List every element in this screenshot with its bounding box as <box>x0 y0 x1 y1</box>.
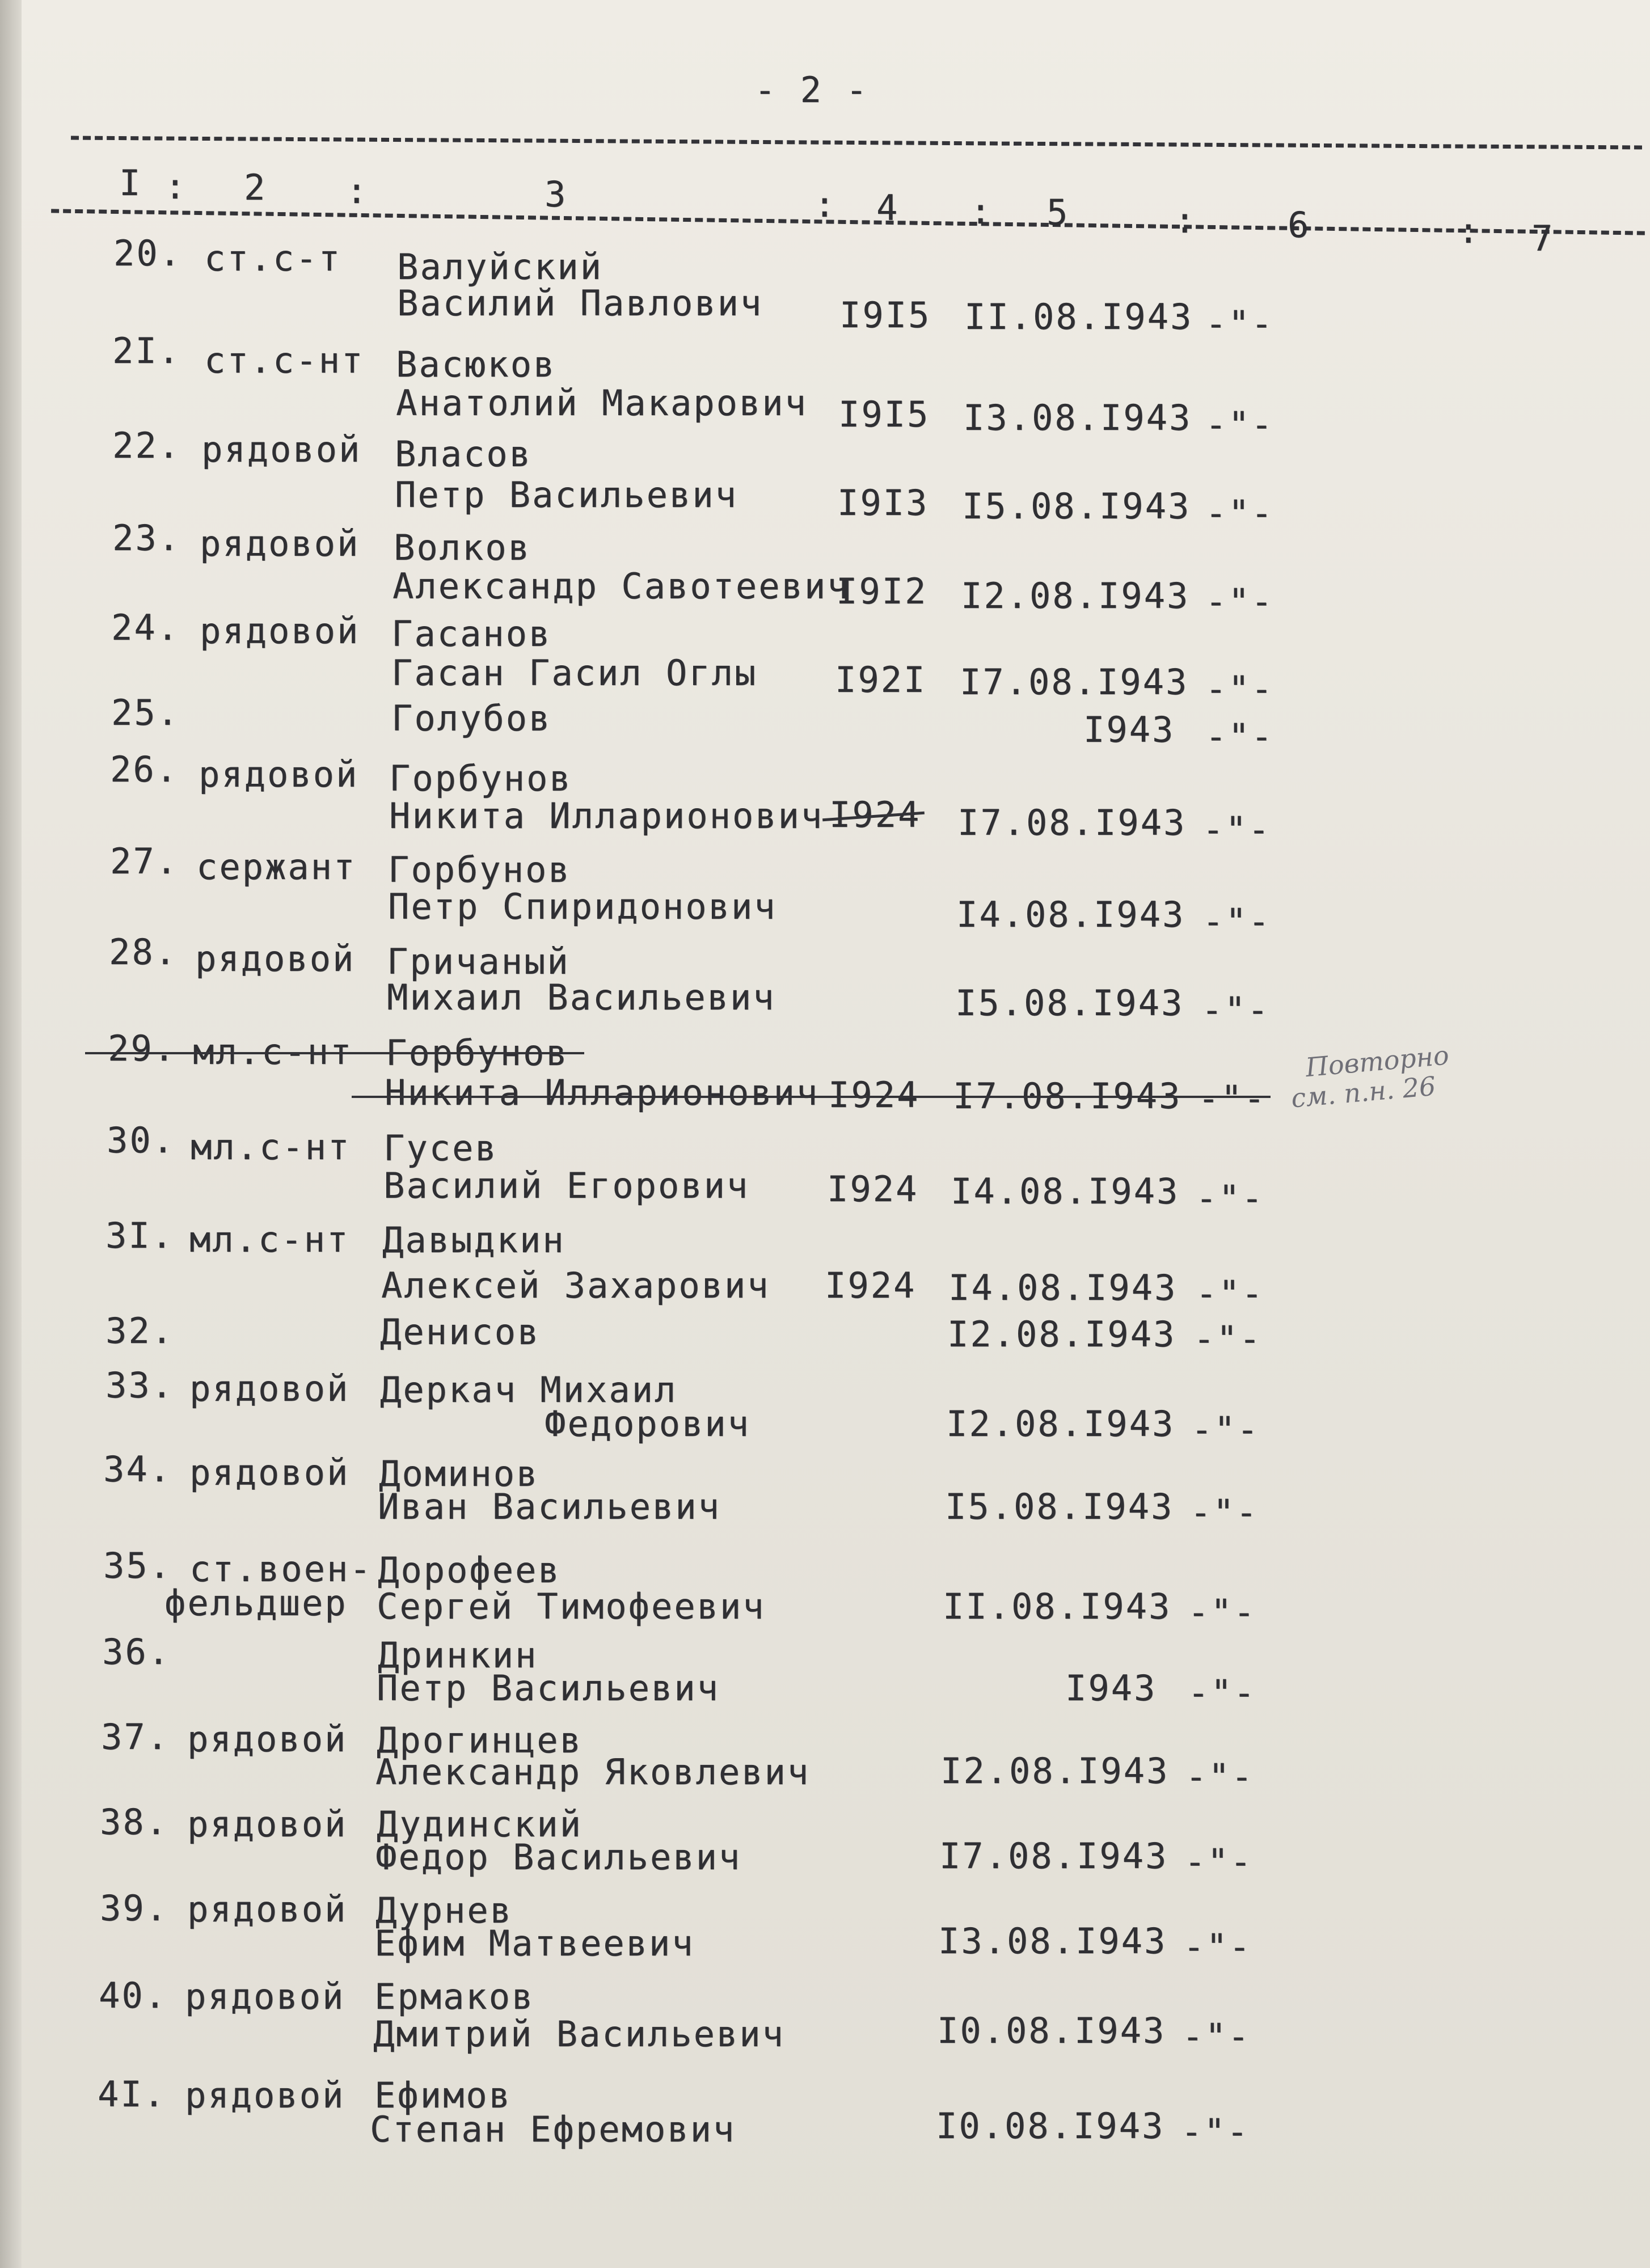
row-rank: рядовой <box>185 1976 345 2017</box>
row-rank: рядовой <box>200 610 360 652</box>
row-ditto: -"- <box>1181 2111 1250 2152</box>
row-ditto: -"- <box>1205 581 1274 622</box>
row-ditto: -"- <box>1198 1078 1267 1119</box>
column-header-4: 4 <box>876 187 900 229</box>
row-surname: Дрогинцев <box>377 1720 583 1761</box>
row-ditto: -"- <box>1185 1756 1254 1797</box>
row-rank-line2: фельдшер <box>164 1582 348 1624</box>
page-number: - 2 - <box>754 69 869 111</box>
column-header-sep: : <box>970 191 993 232</box>
column-header-1: I <box>119 162 142 204</box>
row-birth-year: I924 <box>828 1074 920 1116</box>
row-surname: Валуйский <box>397 246 603 288</box>
row-rank: рядовой <box>199 754 359 795</box>
row-birth-year: I9I2 <box>836 571 928 612</box>
row-rank: рядовой <box>195 938 356 979</box>
row-ditto: -"- <box>1205 668 1274 709</box>
row-date: I2.08.I943 <box>940 1750 1170 1792</box>
row-rank: ст.воен- <box>189 1548 373 1590</box>
row-given-names: Анатолий Макарович <box>396 382 808 424</box>
row-number: 3I. <box>106 1215 174 1256</box>
row-ditto: -"- <box>1193 1318 1262 1359</box>
row-surname: Деркач Михаил <box>380 1369 678 1410</box>
row-given-names: Федор Васильевич <box>375 1836 742 1878</box>
row-rank: мл.с-нт <box>189 1219 350 1260</box>
row-ditto: -"- <box>1201 989 1270 1030</box>
row-number: 29. <box>108 1028 176 1069</box>
row-number: 23. <box>112 517 181 559</box>
row-date: I5.08.I943 <box>962 485 1191 527</box>
row-date: I3.08.I943 <box>963 397 1192 438</box>
row-rank: сержант <box>196 846 357 888</box>
row-ditto: -"- <box>1188 1672 1256 1713</box>
column-header-sep: : <box>1174 200 1197 241</box>
row-date: II.08.I943 <box>964 296 1193 337</box>
row-rank: рядовой <box>189 1368 350 1409</box>
column-header-sep: : <box>1458 210 1481 251</box>
row-ditto: -"- <box>1202 809 1271 850</box>
row-surname: Доминов <box>379 1453 539 1494</box>
row-surname: Ефимов <box>374 2075 512 2116</box>
row-surname: Горбунов <box>389 758 572 799</box>
row-surname: Васюков <box>396 344 556 385</box>
row-ditto: -"- <box>1188 1591 1256 1633</box>
row-surname: Дудинский <box>377 1804 583 1845</box>
row-surname: Дорофеев <box>378 1549 561 1591</box>
row-number: 40. <box>99 1975 167 2016</box>
row-birth-year: I924 <box>825 1265 917 1306</box>
row-number: 38. <box>100 1801 168 1843</box>
row-date: I2.08.I943 <box>947 1314 1176 1355</box>
row-rank: рядовой <box>187 1718 348 1760</box>
row-surname: Денисов <box>380 1311 541 1353</box>
strike-through-line <box>352 1096 1271 1098</box>
row-number: 4I. <box>98 2073 166 2115</box>
row-date: I5.08.I943 <box>955 982 1184 1024</box>
row-given-names: Никита Илларионович <box>385 1072 820 1113</box>
row-rank: мл.с-нт <box>193 1031 353 1072</box>
row-date: I4.08.I943 <box>956 894 1185 935</box>
header-rule-top <box>71 136 1642 150</box>
row-rank: рядовой <box>185 2075 345 2116</box>
row-surname: Гусев <box>383 1127 498 1169</box>
row-ditto: -"- <box>1196 1273 1264 1314</box>
row-given-names: Алексей Захарович <box>381 1265 770 1306</box>
row-given-names: Александр Савотеевич <box>393 565 850 607</box>
row-number: 27. <box>110 841 179 882</box>
row-rank: рядовой <box>189 1452 350 1493</box>
row-number: 34. <box>103 1448 172 1490</box>
row-number: 26. <box>110 749 179 790</box>
row-number: 2I. <box>112 330 181 371</box>
row-birth-year: I9I5 <box>839 294 931 336</box>
row-ditto: -"- <box>1183 1926 1252 1967</box>
row-date: I7.08.I943 <box>953 1075 1182 1117</box>
row-number: 22. <box>112 425 181 466</box>
row-rank: рядовой <box>187 1889 348 1930</box>
column-header-7: 7 <box>1531 218 1555 259</box>
row-surname: Гричаный <box>387 941 570 982</box>
strike-through-line <box>85 1052 584 1054</box>
row-birth-year: I9I3 <box>837 482 929 523</box>
row-surname: Власов <box>395 433 532 475</box>
row-given-names: Степан Ефремович <box>370 2109 736 2150</box>
margin-note-line2: см. п.н. 26 <box>1290 1070 1437 1114</box>
column-header-6: 6 <box>1288 204 1311 246</box>
column-header-5: 5 <box>1046 192 1070 233</box>
row-number: 24. <box>111 607 180 648</box>
row-date: I0.08.I943 <box>936 2105 1165 2147</box>
row-date: I3.08.I943 <box>938 1920 1167 1962</box>
row-ditto: -"- <box>1205 303 1274 344</box>
row-date: I4.08.I943 <box>948 1267 1178 1308</box>
row-date: I2.08.I943 <box>961 575 1190 616</box>
row-ditto: -"- <box>1184 1841 1253 1882</box>
row-given-names: Василий Павлович <box>397 282 763 324</box>
row-ditto: -"- <box>1202 901 1271 942</box>
row-surname: Горбунов <box>388 849 571 890</box>
margin-note-line1: Повторно <box>1304 1040 1450 1083</box>
row-rank: ст.с-нт <box>204 340 365 381</box>
row-ditto: -"- <box>1205 404 1274 445</box>
row-number: 37. <box>101 1716 170 1758</box>
row-date: I2.08.I943 <box>946 1403 1175 1445</box>
row-number: 36. <box>102 1631 171 1673</box>
row-birth-year-crossed: I924 <box>829 794 921 835</box>
row-surname: Дринкин <box>378 1635 538 1676</box>
paper-edge <box>0 0 22 2268</box>
header-rule-bottom <box>51 209 1645 235</box>
row-given-names: Сергей Тимофеевич <box>377 1586 766 1627</box>
row-given-names: Иван Васильевич <box>378 1486 721 1527</box>
row-ditto: -"- <box>1205 716 1274 757</box>
row-ditto: -"- <box>1191 1409 1260 1450</box>
row-given-names: Никита Илларионович <box>389 795 824 837</box>
row-number: 20. <box>113 233 182 274</box>
row-birth-year: I9I5 <box>838 394 930 435</box>
row-date: I5.08.I943 <box>945 1486 1174 1527</box>
row-number: 33. <box>106 1365 174 1406</box>
row-date: II.08.I943 <box>943 1586 1172 1627</box>
row-birth-year: I924 <box>827 1168 919 1210</box>
row-ditto: -"- <box>1190 1492 1259 1533</box>
row-given-names: Дмитрий Васильевич <box>373 2013 785 2055</box>
row-number: 30. <box>107 1120 175 1161</box>
row-number: 25. <box>111 692 180 733</box>
row-date: I7.08.I943 <box>939 1835 1168 1877</box>
row-rank: рядовой <box>187 1804 348 1845</box>
row-surname: Гасанов <box>391 613 552 654</box>
row-ditto: -"- <box>1182 2016 1251 2057</box>
column-header-2: 2 <box>244 167 267 208</box>
row-rank: ст.с-т <box>204 238 341 279</box>
row-ditto: -"- <box>1196 1177 1264 1219</box>
row-number: 32. <box>106 1310 174 1351</box>
row-given-names: Петр Спиридонович <box>388 886 777 927</box>
row-number: 39. <box>100 1887 168 1929</box>
row-number: 28. <box>109 931 178 973</box>
row-date: I943 <box>1083 709 1175 750</box>
row-date: I7.08.I943 <box>957 802 1187 843</box>
column-header-3: 3 <box>545 174 568 215</box>
row-given-names: Федорович <box>545 1403 750 1445</box>
column-header-sep: : <box>164 166 188 207</box>
column-header-sep: : <box>346 170 369 212</box>
row-given-names: Гасан Гасил Оглы <box>391 652 758 694</box>
row-date: I7.08.I943 <box>960 661 1189 703</box>
column-header-sep: : <box>814 184 837 225</box>
row-rank: мл.с-нт <box>191 1126 351 1168</box>
row-surname: Ермаков <box>374 1976 535 2017</box>
row-surname: Давыдкин <box>382 1219 566 1261</box>
row-rank: рядовой <box>201 429 362 470</box>
row-given-names: Василий Егорович <box>383 1165 750 1206</box>
row-number: 35. <box>103 1545 172 1586</box>
row-ditto: -"- <box>1205 492 1274 534</box>
row-given-names: Александр Яковлевич <box>375 1751 811 1793</box>
row-surname: Голубов <box>391 698 552 739</box>
row-birth-year: I92I <box>835 659 927 700</box>
row-surname: Волков <box>394 527 531 568</box>
row-date: I943 <box>1065 1667 1157 1709</box>
row-surname: Горбунов <box>386 1032 569 1074</box>
row-given-names: Ефим Матвеевич <box>374 1923 695 1964</box>
row-given-names: Михаил Васильевич <box>387 977 776 1018</box>
row-surname: Дурнев <box>375 1890 513 1931</box>
row-given-names: Петр Васильевич <box>395 474 738 516</box>
row-given-names: Петр Васильевич <box>377 1667 720 1709</box>
row-date: I4.08.I943 <box>951 1171 1180 1212</box>
row-date: I0.08.I943 <box>937 2010 1166 2051</box>
row-rank: рядовой <box>200 523 360 564</box>
